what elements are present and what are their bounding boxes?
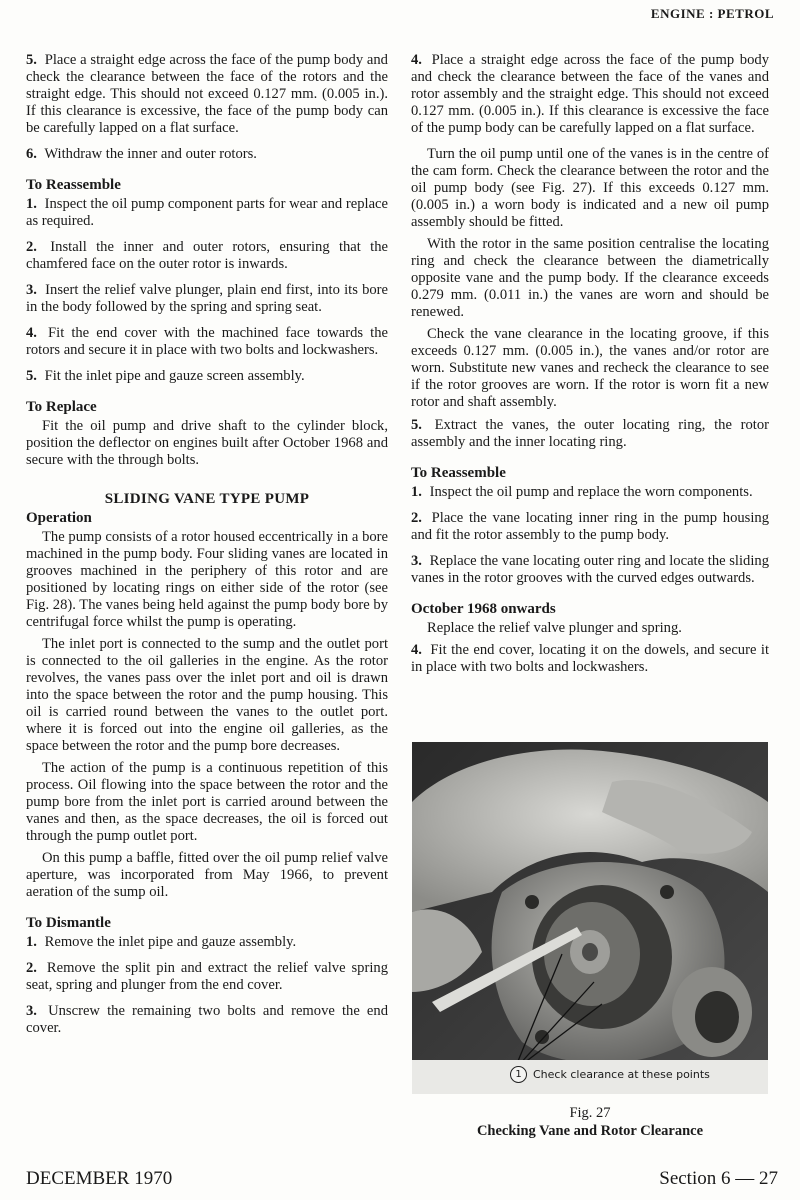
step-number: 3.	[411, 553, 422, 569]
right-column	[411, 52, 769, 685]
section-title: SLIDING VANE TYPE PUMP	[104, 491, 310, 507]
section-heading: To Replace	[26, 399, 97, 415]
step-number: 1.	[26, 934, 37, 950]
step-paragraph	[411, 484, 769, 501]
step-number: 4.	[26, 325, 37, 341]
figure-title: Checking Vane and Rotor Clearance	[476, 1123, 704, 1139]
step-text: Extract the vanes, the outer locating ring, the rotor assembly and the inner locating ring.	[411, 417, 769, 450]
step-text: Withdraw the inner and outer rotors.	[44, 146, 257, 162]
section-heading: To Dismantle	[26, 915, 111, 931]
step-number: 4.	[411, 642, 422, 658]
step-text: Insert the relief valve plunger, plain end first, into its bore in the body followed by the spring and spring seat.	[26, 282, 388, 315]
step-paragraph	[26, 239, 388, 273]
step-paragraph	[26, 196, 388, 230]
step-paragraph	[26, 934, 388, 951]
step-number: 5.	[26, 52, 37, 68]
figure-label: Fig. 27	[569, 1105, 611, 1121]
body-paragraph: The inlet port is connected to the sump and the outlet port is connected to the oil galleries in the engine. As the rotor revolves, the vanes pass over the inlet port and oil is drawn into the space between the rotor and the pump housing. This oil is carried round between the vanes to the outlet port. where it is forced out into the engine oil galleries, as the space between the rotor and the pump bore decreases.	[26, 636, 388, 754]
step-paragraph	[411, 553, 769, 587]
step-text: Install the inner and outer rotors, ensuring that the chamfered face on the outer rotor is inwards.	[26, 239, 388, 272]
step-text: Place a straight edge across the face of the pump body and check the clearance between the face of the rotors and the straight edge. This should not exceed 0.127 mm. (0.005 in.). If this clearance is excessive, the face of the pump body can be carefully lapped on a flat surface.	[26, 52, 388, 136]
step-number: 1.	[26, 196, 37, 212]
step-paragraph	[411, 52, 769, 137]
step-number: 3.	[26, 282, 37, 298]
step-text: Fit the inlet pipe and gauze screen assembly.	[44, 368, 305, 384]
step-number: 5.	[411, 417, 422, 433]
body-paragraph: The pump consists of a rotor housed eccentrically in a bore machined in the pump body. Four sliding vanes are located in grooves machined in the periphery of this rotor and are positioned by locating rings on either side of the rotor (see Fig. 28). The vanes being held against the pump body bore by centrifugal force whilst the pump is operating.	[26, 529, 388, 630]
step-paragraph	[26, 960, 388, 994]
step-text: Inspect the oil pump component parts for wear and replace as required.	[26, 196, 388, 229]
body-paragraph: On this pump a baffle, fitted over the oil pump relief valve aperture, was incorporated from May 1966, to prevent aeration of the sump oil.	[26, 850, 388, 900]
step-text: Place a straight edge across the face of the pump body and check the clearance between the face of the vanes and rotor assembly and the straight edge. This should not exceed 0.127 mm. (0.005 in.). If this clearance is excessive the face of the pump body can be carefully lapped on a flat surface.	[411, 52, 769, 136]
step-text: Inspect the oil pump and replace the worn components.	[429, 484, 753, 500]
step-paragraph	[411, 642, 769, 676]
step-number: 2.	[26, 239, 37, 255]
step-paragraph	[26, 146, 388, 163]
section-heading: To Reassemble	[411, 465, 506, 481]
body-paragraph: Fit the oil pump and drive shaft to the cylinder block, position the deflector on engines built after October 1968 and secure with the through bolts.	[26, 418, 388, 468]
callout-number-badge: 1	[510, 1066, 527, 1083]
step-paragraph	[411, 510, 769, 544]
step-number: 5.	[26, 368, 37, 384]
step-paragraph	[26, 368, 388, 385]
step-paragraph	[26, 325, 388, 359]
footer-page-number: Section 6 — 27	[659, 1168, 778, 1189]
body-paragraph: Turn the oil pump until one of the vanes is in the centre of the cam form. Check the clearance between the rotor and the oil pump body (see Fig. 27). If this exceeds 0.127 mm. (0.005 in.) a worn body is indicated and a new oil pump assembly should be fitted.	[411, 146, 769, 230]
step-paragraph	[26, 282, 388, 316]
footer-date: DECEMBER 1970	[26, 1168, 173, 1189]
step-text: Remove the split pin and extract the relief valve spring seat, spring and plunger from the end cover.	[26, 960, 388, 993]
body-paragraph: Check the vane clearance in the locating groove, if this exceeds 0.127 mm. (0.005 in.), the vanes and/or rotor are worn. Substitute new vanes and recheck the clearance to see if the rotor grooves are worn. If the rotor is worn fit a new rotor and shaft assembly.	[411, 326, 769, 410]
step-paragraph	[26, 52, 388, 137]
callout-text: Check clearance at these points	[533, 1068, 710, 1081]
step-text: Fit the end cover, locating it on the dowels, and secure it in place with two bolts and lockwashers.	[411, 642, 770, 675]
step-number: 6.	[26, 146, 37, 162]
step-text: Replace the vane locating outer ring and locate the sliding vanes in the rotor grooves with the curved edges outwards.	[411, 553, 769, 586]
left-column	[26, 52, 388, 1046]
step-paragraph	[411, 417, 769, 451]
body-paragraph: With the rotor in the same position centralise the locating ring and check the clearance between the diametrically opposite vane and the pump body. If the clearance exceeds 0.279 mm. (0.011 in.) the vanes are worn and should be renewed.	[411, 236, 769, 320]
step-number: 4.	[411, 52, 422, 68]
step-text: Remove the inlet pipe and gauze assembly.	[44, 934, 297, 950]
step-number: 1.	[411, 484, 422, 500]
running-header: ENGINE : PETROL	[650, 6, 774, 21]
step-number: 2.	[411, 510, 422, 526]
section-heading: To Reassemble	[26, 177, 121, 193]
body-paragraph: Replace the relief valve plunger and spring.	[427, 620, 682, 636]
step-text: Place the vane locating inner ring in the pump housing and fit the rotor assembly to the pump body.	[411, 510, 769, 543]
step-text: Fit the end cover with the machined face towards the rotors and secure it in place with two bolts and lockwashers.	[26, 325, 388, 358]
pump-photograph	[412, 742, 768, 1094]
section-heading: Operation	[26, 510, 92, 526]
figure-callout	[510, 1066, 710, 1083]
step-number: 2.	[26, 960, 37, 976]
section-heading: October 1968 onwards	[411, 601, 556, 617]
step-text: Unscrew the remaining two bolts and remove the end cover.	[26, 1003, 388, 1036]
figure-caption	[412, 1104, 768, 1140]
pump-photo-illustration	[412, 742, 768, 1094]
step-number: 3.	[26, 1003, 37, 1019]
step-paragraph	[26, 1003, 388, 1037]
body-paragraph: The action of the pump is a continuous repetition of this process. Oil flowing into the space between the rotor and the pump bore from the inlet port is carried around between the vanes and then, as the space decreases, the oil is forced out through the pump outlet port.	[26, 760, 388, 844]
